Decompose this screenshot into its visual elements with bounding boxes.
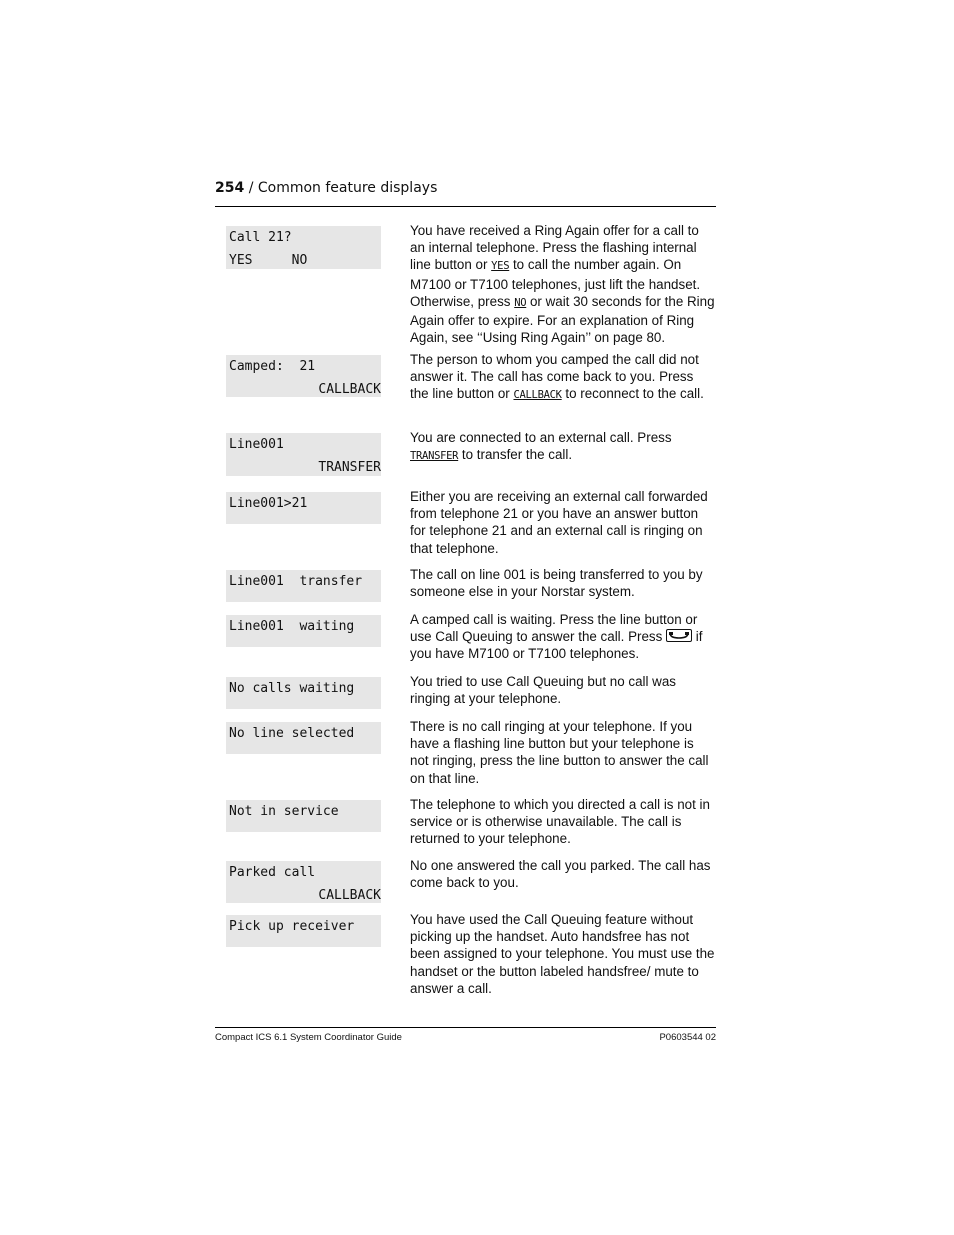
lcd-display — [226, 722, 381, 754]
description-text: to reconnect to the call. — [561, 386, 704, 402]
lcd-display — [226, 677, 381, 709]
display-line-1: No line selected — [229, 726, 355, 741]
display-description — [410, 222, 715, 346]
description-text: No one answered the call you parked. The call has come back to you. — [410, 858, 711, 891]
display-description — [410, 611, 715, 663]
display-description — [410, 351, 715, 405]
display-description — [410, 488, 715, 557]
lcd-display — [226, 615, 381, 647]
display-line-2: TRANSFER — [318, 460, 381, 475]
display-description — [410, 857, 715, 891]
display-description — [410, 911, 715, 997]
display-line-1: Camped: 21 — [229, 359, 316, 374]
softkey-no: NO — [514, 296, 527, 309]
footer-guide-title: Compact ICS 6.1 System Coordinator Guide — [215, 1032, 402, 1043]
display-description — [410, 673, 715, 707]
display-line-1: Line001 waiting — [229, 619, 355, 634]
display-line-1: No calls waiting — [229, 681, 355, 696]
display-line-1: Parked call — [229, 865, 316, 880]
display-line-1: Line001>21 — [229, 496, 308, 511]
description-text: You tried to use Call Queuing but no call was ringing at your telephone. — [410, 674, 676, 707]
description-text: There is no call ringing at your telephone. If you have a flashing line button but your telephone is not ringing, press the line button to answer the call on that line. — [410, 719, 709, 786]
handset-icon — [666, 629, 692, 642]
description-text: to call the number again. On M7100 or T7100 telephones, just lift the handset. Otherwise, press — [410, 257, 701, 309]
display-description — [410, 796, 715, 848]
lcd-display — [226, 492, 381, 524]
lcd-display — [226, 861, 381, 903]
display-line-1: Line001 — [229, 437, 284, 452]
display-line-1: Line001 transfer — [229, 574, 363, 589]
display-line-1: Call 21? — [229, 230, 292, 245]
lcd-display — [226, 915, 381, 947]
display-line-1: Not in service — [229, 804, 339, 819]
description-text: The telephone to which you directed a call is not in service or is otherwise unavailable. The call is returned to your telephone. — [410, 797, 710, 847]
description-text: Either you are receiving an external call forwarded from telephone 21 or you have an answer button for telephone 21 and an external call is ringing on that telephone. — [410, 489, 708, 556]
page-header — [215, 180, 716, 207]
description-text: The person to whom you camped the call did not answer it. The call has come back to you. Press the line button or — [410, 352, 699, 402]
description-text: or wait 30 seconds for the Ring Again offer to expire. For an explanation of Ring Again, see ‘‘Using Ring Again’’ on page 80. — [410, 293, 715, 346]
section-title: / Common feature displays — [248, 180, 438, 196]
description-text: You have received a Ring Again offer for a call to an internal telephone. Press the flashing internal line button or — [410, 223, 699, 273]
display-line-1: Pick up receiver — [229, 919, 355, 934]
display-line-2: CALLBACK — [318, 382, 381, 397]
lcd-display — [226, 355, 381, 397]
footer-part-number: P0603544 02 — [659, 1032, 716, 1043]
description-text: You have used the Call Queuing feature without picking up the handset. Auto handsfree has not been assigned to your telephone. You must use the handset or the button labeled handsfree/ mute to answer a call. — [410, 912, 715, 996]
display-line-2: YES NO — [229, 253, 308, 268]
description-text: if you have M7100 or T7100 telephones. — [410, 629, 703, 662]
lcd-display — [226, 226, 381, 269]
description-text: to transfer the call. — [458, 447, 573, 463]
display-description — [410, 566, 715, 600]
description-text: The call on line 001 is being transferred to you by someone else in your Norstar system. — [410, 567, 703, 600]
description-text: You are connected to an external call. Press — [410, 430, 672, 445]
page-number: 254 — [215, 180, 245, 196]
display-description — [410, 718, 715, 787]
display-line-2: CALLBACK — [318, 888, 381, 903]
softkey-transfer: TRANSFER — [410, 450, 459, 463]
softkey-callback: CALLBACK — [513, 389, 562, 402]
display-description — [410, 429, 715, 465]
lcd-display — [226, 433, 381, 476]
softkey-yes: YES — [491, 260, 510, 273]
page-footer — [215, 1027, 716, 1048]
lcd-display — [226, 570, 381, 602]
description-text: A camped call is waiting. Press the line button or use Call Queuing to answer the call. Press — [410, 612, 698, 645]
lcd-display — [226, 800, 381, 832]
